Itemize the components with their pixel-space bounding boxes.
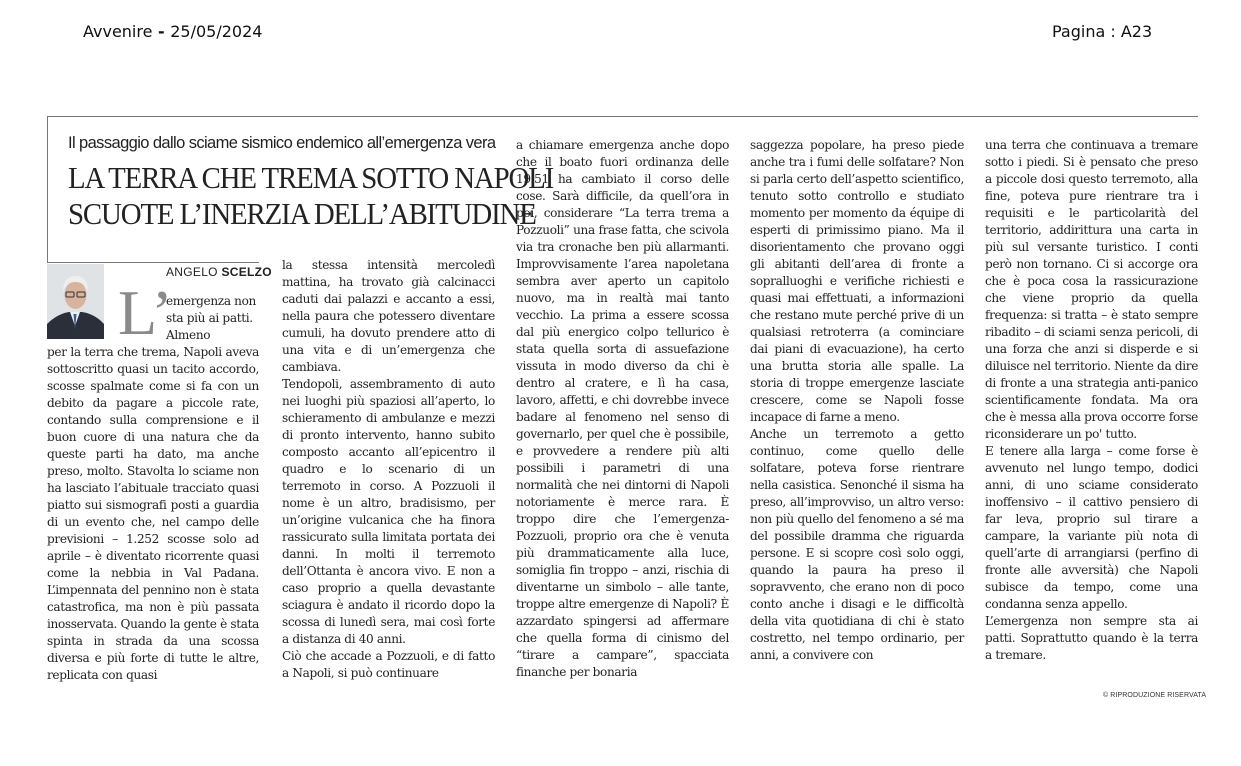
paragraph: per la terra che trema, Napoli aveva sottoscritto quasi un tacito accordo, scosse spalmate come si fa con un debito da pagare a piccole rate, contando sulla comprensione e il buon cuore di una natura che da queste parti ha dato, ma anche preso, molto. Stavolta lo sciame non ha lasciato l’abituale tracciato quasi piatto sui sismografi posti a guardia di un evento che, nel campo delle previsioni – 1.252 scosse solo ad aprile – è diventato ricorrente quasi come la nebbia in Val Padana. L’impennata del pennino non è stata catastrofica, ma non è più passata inosservata. Quando la gente è stata spinta in strada da una scossa diversa e più forte di tutte le altre, replicata con quasi [47,345,259,682]
publication-date-header [83,22,262,41]
copyright-notice: © RIPRODUZIONE RISERVATA [1103,692,1207,699]
byline-rule [47,262,259,263]
paragraph: la stessa intensità mercoledì mattina, ha trovato già calcinacci caduti dai palazzi e accanto a essi, nella paura che potessero diventare cumuli, ha dovuto prendere atto di una vita e di un’emergenza che cambiava. [282,258,495,374]
lead-text: emergenza non sta più ai patti. Almeno [166,294,256,342]
author-portrait-icon [47,264,104,339]
article-frame-left-rule [47,116,48,263]
paragraph: E tenere alla larga – come forse è avvenuto nel lungo tempo, dodici anni, di uno sciame considerato inoffensivo – il cattivo pensiero di far leva, proprio sul tirare a campare, la variante più nota di quell’arte di arrangiarsi (perfino di fronte alle avversità) che Napoli subisce da tempo, come una condanna senza appello. [985,444,1198,611]
column-5 [985,137,1198,664]
column-3 [516,137,729,681]
paragraph: L’emergenza non sempre sta ai patti. Soprattutto quando è la terra a tremare. [985,614,1198,662]
column-1 [47,344,259,684]
author-last-name: SCELZO [221,265,272,279]
paragraph: Ciò che accade a Pozzuoli, e di fatto a Napoli, si può continuare [282,649,495,680]
drop-cap: L’ [118,277,173,348]
article-title [68,160,553,232]
header-separator: - [152,22,171,41]
publication-name: Avvenire [83,22,153,41]
author-photo [47,264,104,339]
column-2 [282,257,495,682]
author-first-name: ANGELO [166,265,218,279]
publication-date: 25/05/2024 [170,22,263,41]
title-line-1: LA TERRA CHE TREMA SOTTO NAPOLI [68,160,554,195]
paragraph: Anche un terremoto a getto continuo, come quello delle solfatare, poteva forse rientrare nella casistica. Senonché il sisma ha preso, all’improvviso, un altro verso: non più quello del fenomeno a sé ma del possibile dramma che riguarda persone. E si scopre così solo oggi, quando la paura ha preso il sopravvento, che erano non di poco conto anche i disagi e le difficoltà della vita quotidiana di chi è stato costretto, nel tempo ordinario, per anni, a convivere con [750,427,964,662]
paragraph: a chiamare emergenza anche dopo che il boato fuori ordinanza delle 19.51 ha cambiato il corso delle cose. Sarà difficile, da quell’ora in poi, considerare “La terra trema a Pozzuoli” una frase fatta, che scivola via tra cronache ben più allarmanti. Improvvisamente l’area napoletana sembra aver aperto un capitolo nuovo, ma in realtà mai tanto vecchio. La prima a essere scossa dal più energico colpo tellurico è stata quella sorta di assuefazione vissuta in modo diverso da chi è dentro al cratere, e lì ha casa, lavoro, affetti, e chi dovrebbe invece badare al fenomeno nel senso di governarlo, per quel che è possibile, e provvedere a rendere più alti possibili i parametri di una normalità che nei dintorni di Napoli notoriamente è merce rara. È troppo dire che l’emergenza-Pozzuoli, proprio ora che è venuta più drammaticamente alla luce, somiglia fin troppo – anzi, rischia di diventarne un simbolo – alle tante, troppe altre emergenze di Napoli? È azzardato spingersi ad affermare che quella forma di cinismo del “tirare a campare”, spacciata finanche per bonaria [516,138,729,679]
article-kicker: Il passaggio dallo sciame sismico endemico all’emergenza vera [68,134,496,152]
paragraph: una terra che continuava a tremare sotto i piedi. Si è pensato che preso a piccole dosi questo terremoto, alla fine, poteva pure rientrare tra i requisiti e le particolarità del territorio, addirittura una carta in più sul versante turistico. I conti però non tornano. Ci si accorge ora che è poca cosa la rassicurazione che viene proprio da quella frequenza: si tratta – è stato sempre ribadito – di sciami senza pericoli, di una forza che anzi si disperde e si diluisce nel territorio. Niente da dire di fronte a una strategia anti-panico scientificamente fondata. Ma ora che è messa alla prova occorre forse riconsiderare un po' tutto. [985,138,1198,441]
author-byline [166,265,272,279]
page-number: Pagina : A23 [1052,22,1153,41]
paragraph: saggezza popolare, ha preso piede anche tra i fumi delle solfatare? Non si parla certo dell’aspetto scientifico, tenuto sotto controllo e studiato momento per momento da équipe di esperti di primissimo piano. Ma il disorientamento che provano oggi gli abitanti dell’area di fronte a sopralluoghi e verifiche richiesti e quasi mai effettuati, a informazioni che restano mute perché prive di un qualsiasi retroterra (a cominciare dai piani di evacuazione), ha certo una brutta storia alle spalle. La storia di troppe emergenze lasciate crescere, come se Napoli fosse incapace di farne a meno. [750,138,964,424]
article-frame-top-rule [47,116,1198,117]
title-line-2: SCUOTE L’INERZIA DELL’ABITUDINE [68,196,536,231]
column-4 [750,137,964,664]
paragraph: Tendopoli, assembramento di auto nei luoghi più spaziosi all’aperto, lo schieramento di ambulanze e mezzi di pronto intervento, hanno subito composto accanto all’epicentro il quadro e lo scenario di un terremoto in corso. A Pozzuoli il nome è un altro, bradisismo, per un’origine vulcanica che ha finora rassicurato sulla limitata portata dei danni. In molti il terremoto dell’Ottanta è ancora vivo. E non a caso proprio a quella devastante sciagura è andato il ricordo dopo la scossa di lunedì sera, mai così forte a distanza di 40 anni. [282,377,495,646]
